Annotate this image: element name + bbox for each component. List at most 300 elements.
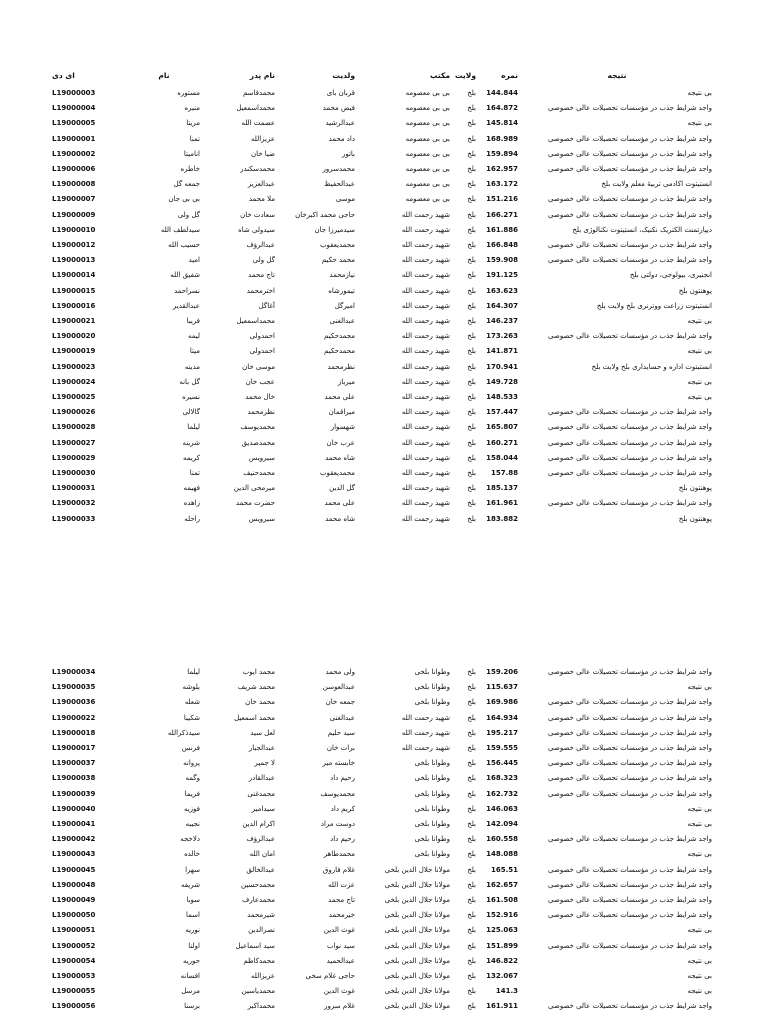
score-cell: 145.814: [486, 119, 518, 128]
id-cell: L19000012: [52, 241, 96, 249]
header-id: ای دی: [52, 71, 75, 80]
score-cell: 151.216: [486, 195, 518, 204]
province-cell: بلخ: [467, 286, 476, 295]
school-cell: شهید رحمت الله: [401, 408, 450, 417]
province-cell: بلخ: [467, 698, 476, 707]
father-cell: سیدامیر: [251, 804, 275, 813]
result-cell: بی نتیجه: [687, 119, 712, 128]
id-cell: L19000008: [52, 180, 96, 189]
table-row: [0, 329, 768, 344]
result-cell: واجد شرایط جذب در مؤسسات تحصیلات عالی خصوصی: [548, 835, 712, 844]
province-cell: بلخ: [467, 668, 476, 676]
father-cell: محمداکبر: [247, 1002, 275, 1011]
id-cell: L19000024: [52, 377, 96, 386]
father-cell: اخترمحمد: [246, 286, 275, 295]
school-cell: وطوانا بلخی: [414, 759, 450, 768]
result-cell: واجد شرایط جذب در مؤسسات تحصیلات عالی خصوصی: [548, 668, 712, 676]
wald-cell: عبدالحمید: [326, 956, 355, 965]
table-row: [0, 314, 768, 329]
father-cell: محمد خان: [245, 698, 275, 707]
father-cell: امان الله: [249, 850, 275, 859]
name-cell: شرینه: [182, 438, 200, 447]
name-cell: سیدذکرالله: [167, 728, 200, 737]
id-cell: L19000021: [52, 317, 96, 325]
id-cell: L19000009: [52, 210, 96, 219]
table-row: [0, 344, 768, 359]
name-cell: حسیب الله: [168, 241, 200, 249]
table-row: [0, 680, 768, 695]
id-cell: L19000026: [52, 408, 96, 417]
wald-cell: فیض محمد: [322, 104, 355, 113]
province-cell: بلخ: [467, 896, 476, 904]
province-cell: بلخ: [467, 408, 476, 417]
name-cell: شریفه: [181, 880, 200, 889]
father-cell: محمداسمعیل: [236, 317, 275, 325]
father-cell: محمدحسین: [240, 880, 275, 889]
table-row: [0, 893, 768, 908]
score-cell: 146.822: [486, 956, 518, 965]
result-cell: دیپارتمنت الکتریک نکنیک، انستیتوت نکنالوژی بلخ: [572, 225, 712, 234]
name-cell: برسنا: [184, 1002, 200, 1011]
province-cell: بلخ: [467, 438, 476, 447]
father-cell: عزیزالله: [251, 134, 275, 143]
score-cell: 148.088: [486, 850, 518, 859]
school-cell: شهید رحمت الله: [401, 256, 450, 265]
wald-cell: غوث الدین: [323, 987, 355, 996]
id-cell: L19000016: [52, 301, 96, 310]
id-cell: L19000040: [52, 804, 96, 813]
wald-cell: میرباز: [337, 377, 355, 386]
id-cell: L19000028: [52, 423, 96, 432]
wald-cell: جمعه خان: [325, 698, 355, 707]
province-cell: بلخ: [467, 423, 476, 432]
school-cell: وطوانا بلخی: [414, 804, 450, 813]
table-row: [0, 923, 768, 938]
province-cell: بلخ: [467, 210, 476, 219]
result-cell: واجد شرایط جذب در مؤسسات تحصیلات عالی خصوصی: [548, 438, 712, 447]
name-cell: بلوشه: [182, 683, 200, 692]
father-cell: تاج محمد: [248, 271, 275, 280]
id-cell: L19000036: [52, 698, 96, 707]
school-cell: شهید رحمت الله: [401, 377, 450, 386]
table-row: [0, 132, 768, 147]
province-cell: بلخ: [467, 317, 476, 325]
name-cell: جمعه گل: [173, 180, 200, 189]
table-row: [0, 253, 768, 268]
result-cell: بی نتیجه: [687, 347, 712, 356]
school-cell: شهید رحمت الله: [401, 347, 450, 356]
school-cell: مولانا جلال الدین بلخی: [384, 896, 450, 904]
wald-cell: برات خان: [326, 744, 355, 752]
province-cell: بلخ: [467, 241, 476, 249]
table-header-row: [0, 68, 768, 83]
name-cell: لیلما: [187, 668, 200, 676]
id-cell: L19000032: [52, 499, 96, 508]
school-cell: وطوانا بلخی: [414, 698, 450, 707]
score-cell: 146.237: [486, 317, 518, 325]
school-cell: شهید رحمت الله: [401, 317, 450, 325]
result-cell: واجد شرایط جذب در مؤسسات تحصیلات عالی خصوصی: [548, 744, 712, 752]
table-row: [0, 360, 768, 375]
header-result: نتیجه: [607, 71, 627, 80]
id-cell: L19000031: [52, 484, 96, 493]
table-row: [0, 390, 768, 405]
school-cell: مولانا جلال الدین بلخی: [384, 865, 450, 874]
result-cell: انجنیری، بیولوجی، دولتی بلخ: [629, 271, 712, 280]
wald-cell: خیرمحمد: [328, 911, 355, 920]
father-cell: محمدیوسف: [240, 423, 275, 432]
wald-cell: غوث الدین: [323, 926, 355, 935]
province-cell: بلخ: [467, 271, 476, 280]
id-cell: L19000037: [52, 759, 96, 768]
province-cell: بلخ: [467, 728, 476, 737]
province-cell: بلخ: [467, 332, 476, 341]
school-cell: شهید رحمت الله: [401, 514, 450, 523]
school-cell: شهید رحمت الله: [401, 484, 450, 493]
province-cell: بلخ: [467, 301, 476, 310]
id-cell: L19000027: [52, 438, 96, 447]
result-cell: پوهنتون بلخ: [678, 514, 712, 523]
wald-cell: داد محمد: [328, 134, 355, 143]
name-cell: امید: [188, 256, 200, 265]
table-row: [0, 863, 768, 878]
wald-cell: نیازمحمد: [329, 271, 355, 280]
name-cell: گل بانه: [179, 377, 200, 386]
school-cell: بی بی معصومه: [405, 134, 450, 143]
result-cell: انستیتوت زراعت ووترنری بلخ ولایت بلخ: [596, 301, 712, 310]
name-cell: نجیبه: [185, 820, 200, 828]
score-cell: 183.882: [486, 514, 518, 523]
province-cell: بلخ: [467, 850, 476, 859]
province-cell: بلخ: [467, 683, 476, 692]
name-cell: شکیبا: [183, 713, 200, 722]
score-cell: 191.125: [486, 271, 518, 280]
id-cell: L19000014: [52, 271, 96, 280]
name-cell: حوریه: [182, 956, 200, 965]
province-cell: بلخ: [467, 713, 476, 722]
score-cell: 161.886: [486, 225, 518, 234]
province-cell: بلخ: [467, 469, 476, 477]
wald-cell: محمدیعقوب: [319, 241, 355, 249]
father-cell: آغاگل: [258, 301, 275, 310]
name-cell: اسما: [186, 911, 200, 920]
province-cell: بلخ: [467, 89, 476, 97]
province-cell: بلخ: [467, 972, 476, 980]
wald-cell: محمدیوسف: [320, 789, 355, 798]
name-cell: پروانه: [183, 759, 200, 768]
wald-cell: موسی: [335, 195, 355, 204]
table-row: [0, 878, 768, 893]
father-cell: محمداسمعیل: [236, 104, 275, 113]
id-cell: L19000030: [52, 469, 96, 477]
table-row: [0, 284, 768, 299]
province-cell: بلخ: [467, 804, 476, 813]
table-row: [0, 999, 768, 1014]
wald-cell: علی محمد: [324, 393, 355, 401]
score-cell: 162.657: [486, 880, 518, 889]
result-cell: واجد شرایط جذب در مؤسسات تحصیلات عالی خصوصی: [548, 865, 712, 874]
table-row: [0, 238, 768, 253]
school-cell: بی بی معصومه: [405, 195, 450, 204]
school-cell: وطوانا بلخی: [414, 789, 450, 798]
table-row: [0, 695, 768, 710]
name-cell: فوزیه: [183, 804, 200, 813]
school-cell: مولانا جلال الدین بلخی: [384, 941, 450, 950]
result-cell: بی نتیجه: [687, 393, 712, 401]
father-cell: عصمت الله: [241, 119, 275, 128]
father-cell: محمدسکندر: [240, 165, 275, 173]
result-cell: واجد شرایط جذب در مؤسسات تحصیلات عالی خصوصی: [548, 210, 712, 219]
table-row: [0, 481, 768, 496]
table-row: [0, 116, 768, 131]
father-cell: عزیزالله: [251, 972, 275, 980]
result-cell: واجد شرایط جذب در مؤسسات تحصیلات عالی خصوصی: [548, 408, 712, 417]
table-row: [0, 817, 768, 832]
result-cell: واجد شرایط جذب در مؤسسات تحصیلات عالی خصوصی: [548, 499, 712, 508]
wald-cell: نظرمحمد: [327, 362, 355, 371]
table-row: [0, 147, 768, 162]
father-cell: محمد ایوب: [242, 668, 275, 676]
name-cell: شفیق الله: [170, 271, 200, 280]
wald-cell: سید حلیم: [327, 728, 355, 737]
result-cell: واجد شرایط جذب در مؤسسات تحصیلات عالی خصوصی: [548, 149, 712, 158]
score-cell: 115.637: [486, 683, 518, 692]
wald-cell: محمدیعقوب: [319, 469, 355, 477]
table-row: [0, 954, 768, 969]
table-row: [0, 451, 768, 466]
province-cell: بلخ: [467, 789, 476, 798]
school-cell: مولانا جلال الدین بلخی: [384, 956, 450, 965]
father-cell: شیرمحمد: [247, 911, 275, 920]
father-cell: عبدالقادر: [248, 774, 275, 783]
result-cell: بی نتیجه: [687, 683, 712, 692]
table-row: [0, 512, 768, 527]
wald-cell: کریم داد: [330, 804, 355, 813]
father-cell: ملا محمد: [248, 195, 275, 204]
wald-cell: شهسوار: [330, 423, 355, 432]
score-cell: 185.137: [486, 484, 518, 493]
school-cell: بی بی معصومه: [405, 149, 450, 158]
wald-cell: غلام فاروق: [322, 865, 355, 874]
result-cell: واجد شرایط جذب در مؤسسات تحصیلات عالی خصوصی: [548, 195, 712, 204]
wald-cell: حاجی غلام سخی: [305, 972, 355, 980]
name-cell: نسیره: [182, 393, 200, 401]
id-cell: L19000052: [52, 941, 96, 950]
score-cell: 165.807: [486, 423, 518, 432]
result-cell: واجد شرایط جذب در مؤسسات تحصیلات عالی خصوصی: [548, 104, 712, 113]
school-cell: شهید رحمت الله: [401, 499, 450, 508]
table-row: [0, 984, 768, 999]
result-cell: واجد شرایط جذب در مؤسسات تحصیلات عالی خصوصی: [548, 911, 712, 920]
province-cell: بلخ: [467, 377, 476, 386]
id-cell: L19000043: [52, 850, 96, 859]
father-cell: سیرویس: [248, 514, 275, 523]
header-province: ولایت: [454, 71, 476, 80]
province-cell: بلخ: [467, 774, 476, 783]
province-cell: بلخ: [467, 453, 476, 462]
score-cell: 132.067: [486, 972, 518, 980]
id-cell: L19000017: [52, 744, 96, 752]
score-cell: 159.894: [486, 149, 518, 158]
id-cell: L19000039: [52, 789, 96, 798]
province-cell: بلخ: [467, 499, 476, 508]
name-cell: بی بی جان: [168, 195, 200, 204]
result-cell: واجد شرایط جذب در مؤسسات تحصیلات عالی خصوصی: [548, 789, 712, 798]
name-cell: مدینه: [184, 362, 200, 371]
table-row: [0, 787, 768, 802]
result-cell: واجد شرایط جذب در مؤسسات تحصیلات عالی خصوصی: [548, 774, 712, 783]
wald-cell: امیرگل: [334, 301, 355, 310]
table-row: [0, 726, 768, 741]
result-cell: واجد شرایط جذب در مؤسسات تحصیلات عالی خصوصی: [548, 713, 712, 722]
wald-cell: عبدالغنی: [329, 713, 355, 722]
school-cell: بی بی معصومه: [405, 180, 450, 189]
score-cell: 159.206: [486, 668, 518, 676]
province-cell: بلخ: [467, 744, 476, 752]
score-cell: 151.899: [486, 941, 518, 950]
result-cell: واجد شرایط جذب در مؤسسات تحصیلات عالی خصوصی: [548, 880, 712, 889]
name-cell: فریما: [184, 789, 200, 798]
header-wald: ولدیت: [332, 71, 355, 80]
name-cell: سهرا: [185, 865, 200, 874]
father-cell: ضیا خان: [250, 149, 275, 158]
id-cell: L19000048: [52, 880, 96, 889]
father-cell: محمد شریف: [237, 683, 275, 692]
table-row: [0, 908, 768, 923]
name-cell: لیمه: [187, 332, 200, 341]
wald-cell: سیدمیرزا جان: [314, 225, 355, 234]
father-cell: لا جمیر: [254, 759, 275, 768]
score-cell: 165.51: [490, 865, 518, 874]
province-cell: بلخ: [467, 104, 476, 113]
name-cell: مرسل: [181, 987, 200, 996]
table-row: [0, 223, 768, 238]
id-cell: L19000033: [52, 514, 96, 523]
province-cell: بلخ: [467, 484, 476, 493]
school-cell: شهید رحمت الله: [401, 271, 450, 280]
school-cell: مولانا جلال الدین بلخی: [384, 972, 450, 980]
school-cell: شهید رحمت الله: [401, 210, 450, 219]
province-cell: بلخ: [467, 134, 476, 143]
result-cell: واجد شرایط جذب در مؤسسات تحصیلات عالی خصوصی: [548, 728, 712, 737]
score-cell: 164.934: [486, 713, 518, 722]
province-cell: بلخ: [467, 820, 476, 828]
school-cell: مولانا جلال الدین بلخی: [384, 987, 450, 996]
table-row: [0, 405, 768, 420]
score-cell: 125.063: [486, 926, 518, 935]
school-cell: مولانا جلال الدین بلخی: [384, 926, 450, 935]
score-cell: 159.908: [486, 256, 518, 265]
id-cell: L19000004: [52, 104, 96, 113]
header-score: نمره: [501, 71, 518, 80]
school-cell: شهید رحمت الله: [401, 469, 450, 477]
result-cell: واجد شرایط جذب در مؤسسات تحصیلات عالی خصوصی: [548, 1002, 712, 1011]
score-cell: 158.044: [486, 453, 518, 462]
province-cell: بلخ: [467, 225, 476, 234]
wald-cell: شاه محمد: [325, 514, 355, 523]
name-cell: افسانه: [180, 972, 200, 980]
table-row: [0, 162, 768, 177]
father-cell: اکرام الدین: [242, 820, 275, 828]
father-cell: محمدصدیق: [241, 438, 275, 447]
score-cell: 141.871: [486, 347, 518, 356]
school-cell: شهید رحمت الله: [401, 301, 450, 310]
table-row: [0, 420, 768, 435]
father-cell: سعادت خان: [240, 210, 275, 219]
score-cell: 157.447: [486, 408, 518, 417]
id-cell: L19000042: [52, 835, 96, 844]
father-cell: موسی خان: [242, 362, 275, 371]
id-cell: L19000022: [52, 713, 96, 722]
father-cell: عبدالعزیز: [247, 180, 275, 189]
father-cell: محمدقاسم: [243, 89, 275, 97]
score-cell: 148.533: [486, 393, 518, 401]
id-cell: L19000034: [52, 668, 96, 676]
table-row: [0, 436, 768, 451]
id-cell: L19000015: [52, 286, 96, 295]
id-cell: L19000045: [52, 865, 96, 874]
score-cell: 161.911: [486, 1002, 518, 1011]
father-cell: میرمحی الدین: [233, 484, 275, 493]
result-cell: بی نتیجه: [687, 820, 712, 828]
school-cell: بی بی معصومه: [405, 89, 450, 97]
wald-cell: غلام سرور: [324, 1002, 355, 1011]
father-cell: عبدالرؤف: [246, 835, 275, 844]
table-row: [0, 268, 768, 283]
province-cell: بلخ: [467, 514, 476, 523]
id-cell: L19000041: [52, 820, 96, 828]
table-row: [0, 771, 768, 786]
province-cell: بلخ: [467, 987, 476, 996]
id-cell: L19000029: [52, 453, 96, 462]
name-cell: زاهده: [183, 499, 200, 508]
id-cell: L19000023: [52, 362, 96, 371]
score-cell: 168.989: [486, 134, 518, 143]
wald-cell: سید نواب: [327, 941, 355, 950]
score-cell: 162.732: [486, 789, 518, 798]
score-cell: 195.217: [486, 728, 518, 737]
wald-cell: حاجی محمد اکبرخان: [295, 210, 355, 219]
header-name: نام: [158, 71, 170, 80]
score-cell: 169.986: [486, 698, 518, 707]
table-row: [0, 969, 768, 984]
score-cell: 164.307: [486, 301, 518, 310]
result-cell: بی نتیجه: [687, 926, 712, 935]
score-cell: 166.271: [486, 210, 518, 219]
score-cell: 161.961: [486, 499, 518, 508]
name-cell: لیلما: [187, 423, 200, 432]
result-cell: واجد شرایط جذب در مؤسسات تحصیلات عالی خصوصی: [548, 896, 712, 904]
result-cell: بی نتیجه: [687, 317, 712, 325]
father-cell: عبدالخالق: [246, 865, 275, 874]
table-row: [0, 756, 768, 771]
school-cell: شهید رحمت الله: [401, 393, 450, 401]
id-cell: L19000054: [52, 956, 96, 965]
id-cell: L19000005: [52, 119, 96, 128]
table-row: [0, 847, 768, 862]
score-cell: 166.848: [486, 241, 518, 249]
score-cell: 157.88: [490, 469, 518, 477]
id-cell: L19000049: [52, 896, 96, 904]
wald-cell: رحیم داد: [330, 774, 355, 783]
id-cell: L19000013: [52, 256, 96, 265]
score-cell: 163.623: [486, 286, 518, 295]
province-cell: بلخ: [467, 956, 476, 965]
score-cell: 173.263: [486, 332, 518, 341]
result-cell: واجد شرایط جذب در مؤسسات تحصیلات عالی خصوصی: [548, 134, 712, 143]
table-row: [0, 375, 768, 390]
wald-cell: عرب خان: [326, 438, 355, 447]
